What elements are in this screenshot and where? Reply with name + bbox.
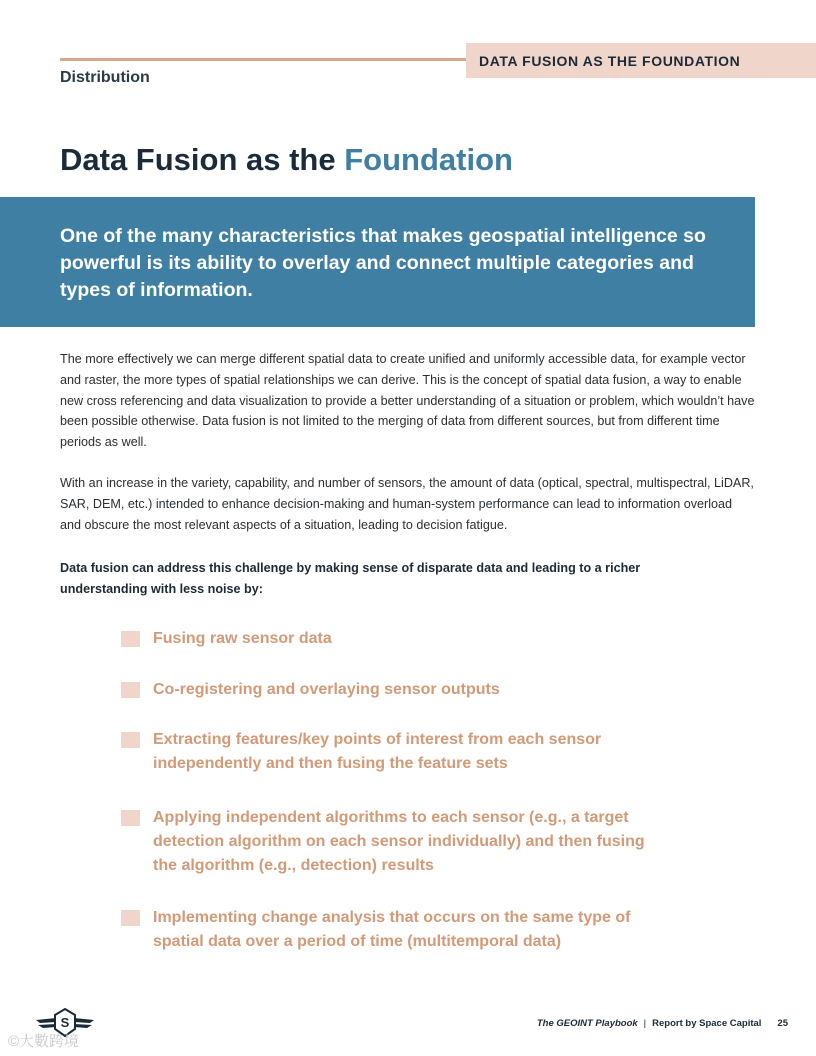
banner-text: One of the many characteristics that makes geospatial intelligence so powerful is its ability to overlay and connect multiple categories and types of information. (60, 225, 706, 301)
lead-paragraph: Data fusion can address this challenge by making sense of disparate data and leading to a richer understanding with less noise by: (60, 561, 641, 596)
bullet-square-icon (121, 631, 140, 647)
section-tag (466, 43, 816, 78)
watermark: ©大數跨境 (8, 1033, 80, 1050)
list-item-text: Extracting features/key points of interest from each sensor independently and then fusing the feature sets (153, 731, 602, 772)
page-title-main: Data Fusion as the (60, 142, 345, 177)
publication-title: The GEOINT Playbook (536, 1018, 638, 1029)
page-number: 25 (777, 1018, 788, 1029)
list-item-text: Implementing change analysis that occurs on the same type of spatial data over a period of time (multitemporal data) (153, 909, 631, 950)
page-title-accent: Foundation (344, 142, 513, 177)
list-item (121, 906, 661, 954)
list-item (121, 678, 681, 702)
section-tag-label: DATA FUSION AS THE FOUNDATION (479, 52, 741, 69)
section-category: Distribution (60, 69, 150, 86)
list-item-text: Applying independent algorithms to each sensor (e.g., a target detection algorithm on each sensor individually) and then fusing the algorithm (e.g., detection) results (153, 809, 645, 874)
bullet-square-icon (121, 910, 140, 926)
list-item-text: Co-registering and overlaying sensor outputs (153, 681, 500, 698)
svg-text:S: S (60, 1015, 70, 1030)
page-title (60, 142, 513, 178)
list-item-text: Fusing raw sensor data (153, 630, 332, 647)
bullet-square-icon (121, 732, 140, 748)
page-footer (537, 1018, 788, 1029)
highlight-banner (0, 197, 755, 327)
header-rule (60, 58, 466, 61)
footer-separator: | (643, 1018, 647, 1029)
report-credit: Report by Space Capital (652, 1018, 762, 1029)
list-item (121, 806, 666, 878)
body-paragraph-2: With an increase in the variety, capability, and number of sensors, the amount of data (optical, spectral, multispectral, LiDAR, SAR, DEM, etc.) intended to enhance decision-making and human-system performance can lead to information overload and obscure the most relevant aspects of a situation, leading to decision fatigue. (60, 476, 754, 532)
body-paragraph-1: The more effectively we can merge different spatial data to create unified and uniformly accessible data, for example vector and raster, the more types of spatial relationships we can derive. This is the concept of spatial data fusion, a way to enable new cross referencing and data visualization to provide a better understanding of a situation or problem, which wouldn’t have been possible otherwise. Data fusion is not limited to the merging of data from different sources, but from different time periods as well. (60, 352, 755, 450)
bullet-square-icon (121, 682, 140, 698)
list-item (121, 728, 621, 776)
list-item (121, 627, 681, 651)
bullet-square-icon (121, 810, 140, 826)
